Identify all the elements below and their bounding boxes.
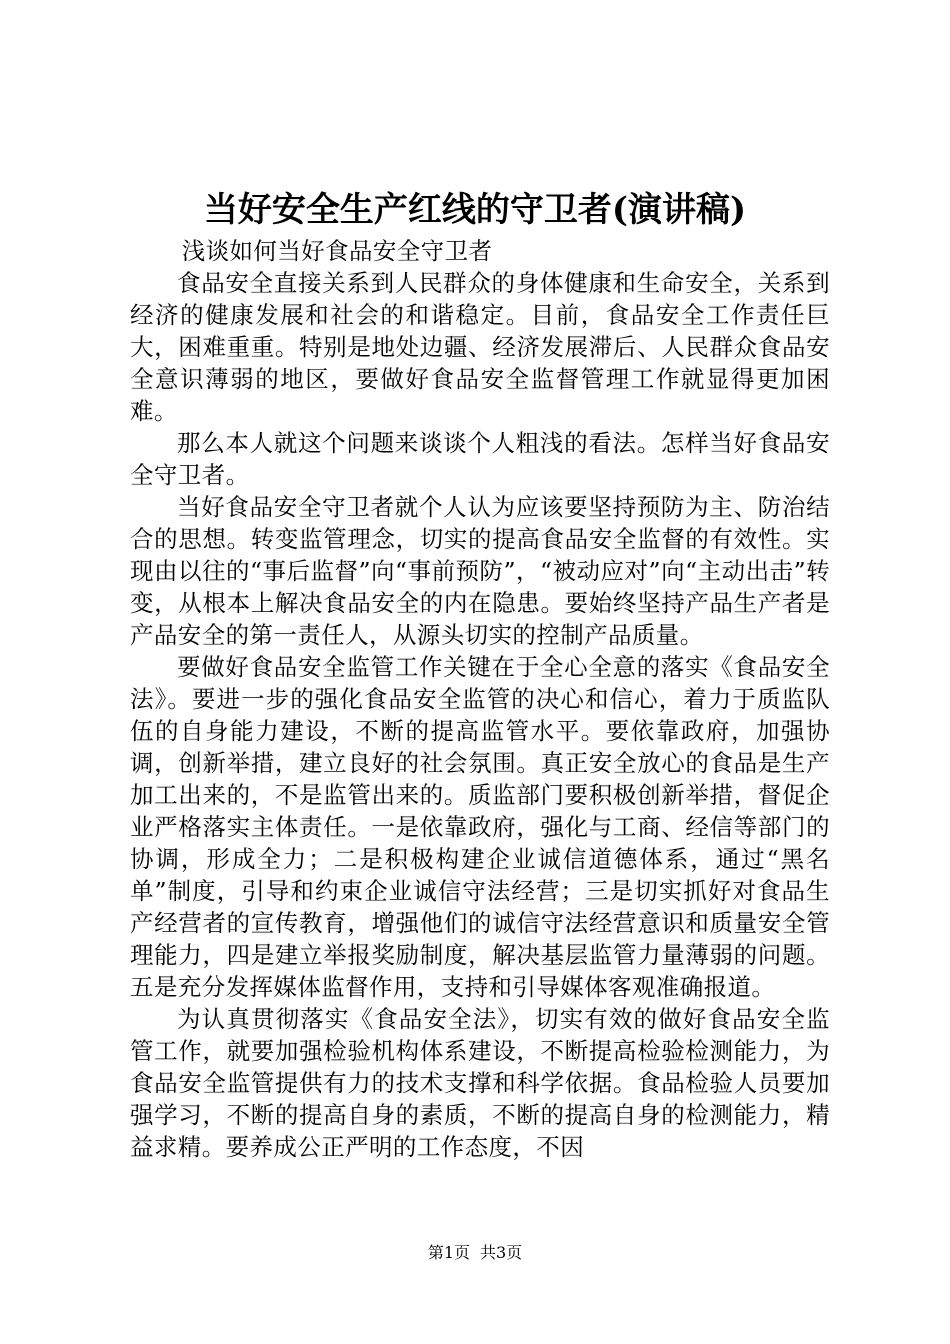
- paragraph: 要做好食品安全监管工作关键在于全心全意的落实《食品安全法》。要进一步的强化食品安全监管的决心和信心，着力于质监队伍的自身能力建设，不断的提高监管水平。要依靠政府，加强协调，创新举措，建立良好的社会氛围。真正安全放心的食品是生产加工出来的，不是监管出来的。质监部门要积极创新举措，督促企业严格落实主体责任。一是依靠政府，强化与工商、经信等部门的协调，形成全力；二是积极构建企业诚信道德体系，通过“黑名单”制度，引导和约束企业诚信守法经营；三是切实抓好对食品生产经营者的宣传教育，增强他们的诚信守法经营意识和质量安全管理能力，四是建立举报奖励制度，解决基层监管力量薄弱的问题。五是充分发挥媒体监督作用，支持和引导媒体客观准确报道。: [130, 653, 830, 1001]
- paragraph: 当好食品安全守卫者就个人认为应该要坚持预防为主、防治结合的思想。转变监管理念，切实的提高食品安全监督的有效性。实现由以往的“事后监督”向“事前预防”，“被动应对”向“主动出击”转变，从根本上解决食品安全的内在隐患。要始终坚持产品生产者是产品安全的第一责任人，从源头切实的控制产品质量。: [130, 493, 830, 649]
- paragraph-subtitle: 浅谈如何当好食品安全守卫者: [181, 237, 493, 265]
- document-title: 当好安全生产红线的守卫者(演讲稿): [203, 190, 747, 230]
- paragraph: 那么本人就这个问题来谈谈个人粗浅的看法。怎样当好食品安全守卫者。: [130, 429, 830, 489]
- paragraph: 为认真贯彻落实《食品安全法》，切实有效的做好食品安全监管工作，就要加强检验机构体系建设，不断提高检验检测能力，为食品安全监管提供有力的技术支撑和科学依据。食品检验人员要加强学习，不断的提高自身的素质，不断的提高自身的检测能力，精益求精。要养成公正严明的工作态度，不因: [130, 1005, 830, 1161]
- page-number-current: 第1页: [427, 1243, 470, 1262]
- page-footer: [0, 1241, 950, 1265]
- document-body: [130, 235, 830, 1163]
- page-number-total: 共3页: [480, 1243, 523, 1262]
- paragraph: 食品安全直接关系到人民群众的身体健康和生命安全，关系到经济的健康发展和社会的和谐稳定。目前，食品安全工作责任巨大，困难重重。特别是地处边疆、经济发展滞后、人民群众食品安全意识薄弱的地区，要做好食品安全监督管理工作就显得更加困难。: [130, 269, 830, 425]
